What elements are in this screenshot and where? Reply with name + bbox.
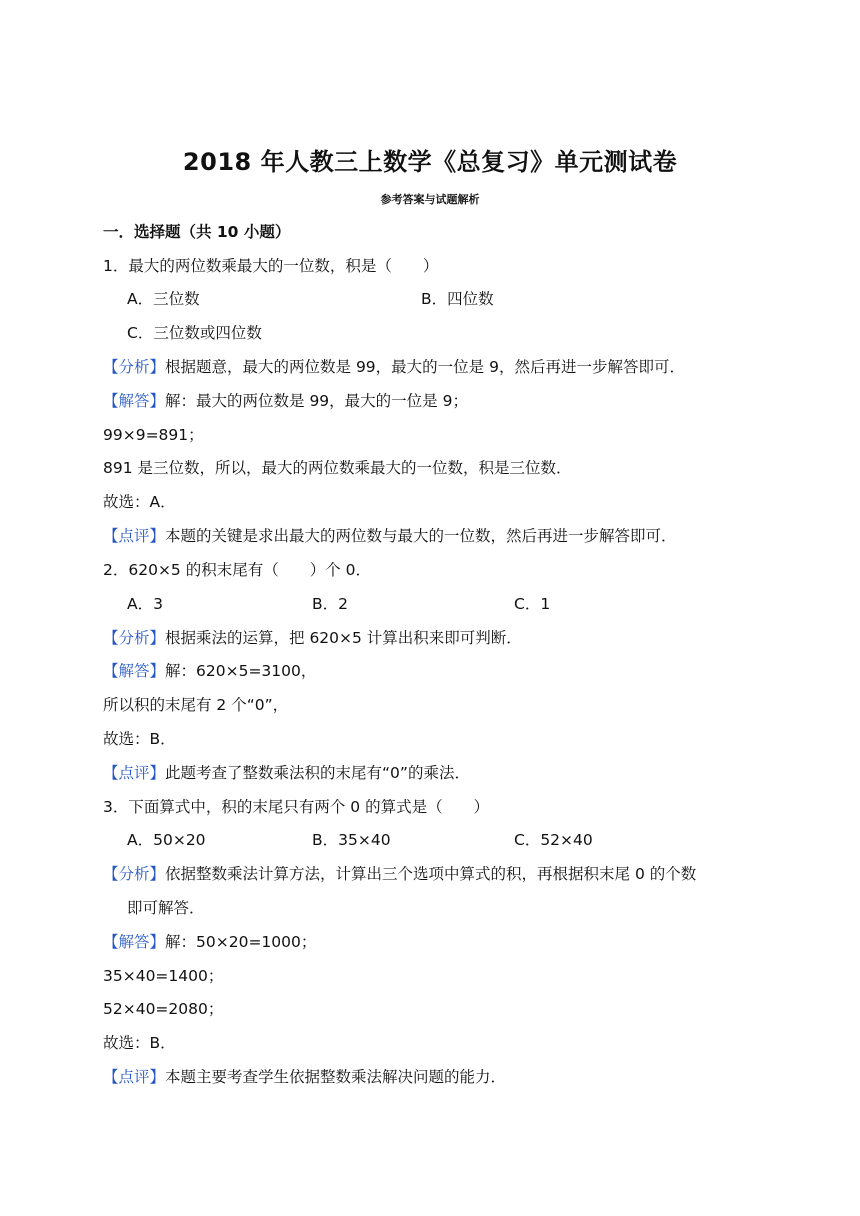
q3-comment [103, 1066, 506, 1088]
analysis-tag: 【分析】 [103, 358, 166, 376]
q2-answer-line-2: 所以积的末尾有 2 个“0”， [103, 696, 289, 714]
q1-answer-line-3: 891 是三位数，所以，最大的两位数乘最大的一位数，积是三位数． [103, 459, 572, 477]
q2-answer-line-3: 故选：B． [103, 730, 176, 748]
q3-answer [103, 931, 316, 953]
page-title: 2018 年人教三上数学《总复习》单元测试卷 [182, 148, 678, 176]
q2-comment-text: 此题考查了整数乘法积的末尾有“0”的乘法． [165, 764, 470, 782]
page-subtitle: 参考答案与试题解析 [380, 193, 480, 206]
q2-answer-line-1: 解：620×5=3100， [165, 662, 317, 680]
comment-tag: 【点评】 [103, 527, 166, 545]
q2-option-b: B．2 [312, 595, 348, 613]
answer-tag: 【解答】 [103, 662, 166, 680]
q1-answer-line-1: 解：最大的两位数是 99，最大的一位是 9； [165, 392, 468, 410]
q1-answer [103, 390, 468, 412]
q1-option-c: C．三位数或四位数 [127, 324, 262, 342]
q3-answer-line-3: 52×40=2080； [103, 1000, 224, 1018]
q3-answer-line-1: 解：50×20=1000； [165, 933, 317, 951]
answer-tag: 【解答】 [103, 933, 166, 951]
analysis-tag: 【分析】 [103, 629, 166, 647]
q3-stem: 3．下面算式中，积的末尾只有两个 0 的算式是（ ） [103, 798, 490, 816]
q3-answer-line-4: 故选：B． [103, 1034, 176, 1052]
q2-answer [103, 660, 316, 682]
q3-analysis-text-2: 即可解答． [127, 899, 205, 917]
q2-option-c: C．1 [514, 595, 551, 613]
q2-analysis [103, 627, 522, 649]
q1-comment-text: 本题的关键是求出最大的两位数与最大的一位数，然后再进一步解答即可． [165, 527, 677, 545]
q1-analysis-text: 根据题意，最大的两位数是 99，最大的一位是 9，然后再进一步解答即可． [165, 358, 685, 376]
q2-comment [103, 762, 470, 784]
q1-comment [103, 525, 677, 547]
q3-option-c: C．52×40 [514, 831, 593, 849]
q2-option-a: A．3 [127, 595, 163, 613]
q3-comment-text: 本题主要考查学生依据整数乘法解决问题的能力． [165, 1068, 507, 1086]
q1-option-b: B．四位数 [421, 290, 494, 308]
q3-option-b: B．35×40 [312, 831, 391, 849]
comment-tag: 【点评】 [103, 764, 166, 782]
q2-analysis-text: 根据乘法的运算，把 620×5 计算出积来即可判断． [165, 629, 522, 647]
q3-answer-line-2: 35×40=1400； [103, 967, 224, 985]
q1-answer-line-4: 故选：A． [103, 493, 176, 511]
q3-option-a: A．50×20 [127, 831, 206, 849]
analysis-tag: 【分析】 [103, 865, 166, 883]
q2-stem: 2．620×5 的积末尾有（ ）个 0． [103, 561, 372, 579]
q1-option-a: A．三位数 [127, 290, 200, 308]
q1-stem: 1．最大的两位数乘最大的一位数，积是（ ） [103, 257, 439, 275]
q3-analysis [103, 863, 696, 885]
comment-tag: 【点评】 [103, 1068, 166, 1086]
q1-answer-line-2: 99×9=891； [103, 426, 204, 444]
section-heading: 一．选择题（共 10 小题） [103, 223, 291, 241]
q1-analysis [103, 356, 685, 378]
answer-tag: 【解答】 [103, 392, 166, 410]
q3-analysis-text-1: 依据整数乘法计算方法，计算出三个选项中算式的积，再根据积末尾 0 的个数 [165, 865, 697, 883]
